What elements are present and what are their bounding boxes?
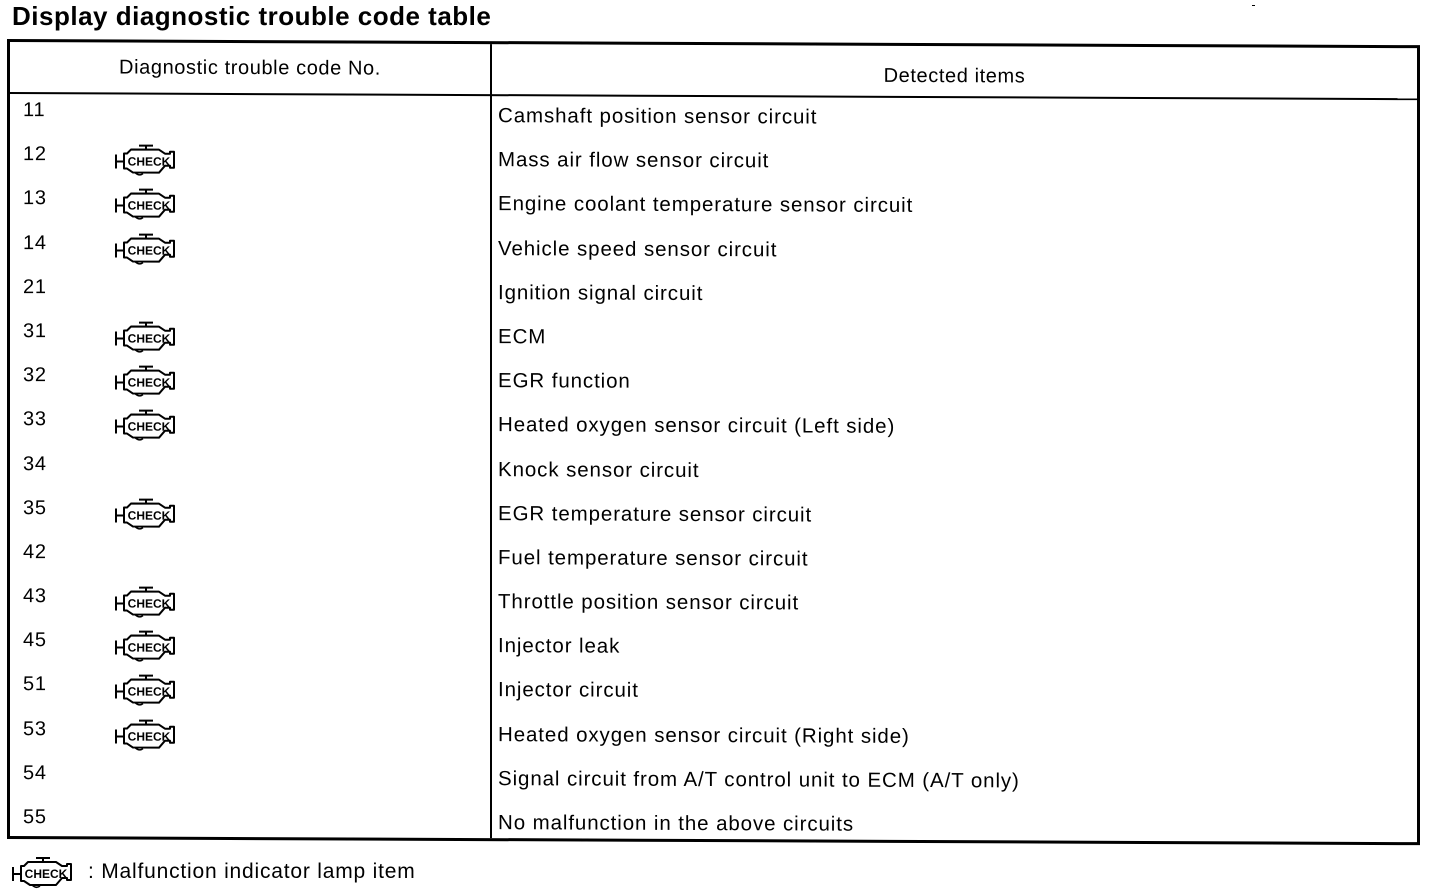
table-row xyxy=(10,668,1417,718)
detected-item: Injector circuit xyxy=(498,678,639,703)
table-row xyxy=(10,271,1417,321)
table-row xyxy=(10,138,1417,188)
detected-item: Vehicle speed sensor circuit xyxy=(498,236,778,261)
check-engine-icon xyxy=(113,673,177,707)
table-row xyxy=(10,624,1417,674)
svg-text:CHECK: CHECK xyxy=(127,154,171,169)
svg-text:CHECK: CHECK xyxy=(127,508,171,523)
table-row xyxy=(10,713,1417,763)
trouble-code: 14 xyxy=(23,231,47,254)
header-detected-items: Detected items xyxy=(883,64,1026,87)
table-row xyxy=(10,492,1417,542)
table-row xyxy=(10,757,1417,807)
detected-item: No malfunction in the above circuits xyxy=(498,811,855,836)
check-engine-icon xyxy=(113,319,177,353)
detected-item: Injector leak xyxy=(498,634,621,658)
svg-text:CHECK: CHECK xyxy=(127,375,171,390)
check-engine-icon xyxy=(113,364,177,398)
trouble-code: 13 xyxy=(23,187,47,210)
detected-item: Knock sensor circuit xyxy=(498,457,700,482)
table-row xyxy=(10,182,1417,232)
svg-text:CHECK: CHECK xyxy=(24,867,68,881)
table-row xyxy=(10,580,1417,630)
check-engine-icon xyxy=(113,231,177,265)
scan-mark xyxy=(1252,5,1255,6)
detected-item: Mass air flow sensor circuit xyxy=(498,148,770,173)
table-row xyxy=(10,403,1417,453)
detected-item: Heated oxygen sensor circuit (Left side) xyxy=(498,413,896,439)
trouble-code: 53 xyxy=(23,717,47,740)
detected-item: Signal circuit from A/T control unit to ECM (A/T only) xyxy=(498,766,1020,793)
page-title: Display diagnostic trouble code table xyxy=(12,1,492,31)
trouble-code: 42 xyxy=(23,540,47,564)
trouble-code: 45 xyxy=(23,629,47,652)
table-row xyxy=(10,94,1417,144)
legend-text: : Malfunction indicator lamp item xyxy=(88,860,416,883)
trouble-code: 12 xyxy=(23,143,47,166)
table-row xyxy=(10,359,1417,409)
check-engine-icon xyxy=(113,496,177,530)
legend xyxy=(10,852,416,892)
detected-item: ECM xyxy=(498,325,547,349)
check-engine-icon xyxy=(113,143,177,177)
detected-item: Camshaft position sensor circuit xyxy=(498,104,818,129)
trouble-code: 21 xyxy=(23,275,47,298)
detected-item: Throttle position sensor circuit xyxy=(498,590,800,615)
table-row xyxy=(10,801,1417,851)
header-code-no: Diagnostic trouble code No. xyxy=(119,55,381,80)
table-row xyxy=(10,315,1417,365)
trouble-code: 32 xyxy=(23,364,47,387)
svg-text:CHECK: CHECK xyxy=(127,419,171,435)
check-engine-icon xyxy=(113,585,177,619)
svg-text:CHECK: CHECK xyxy=(127,596,171,611)
check-engine-icon xyxy=(113,717,177,751)
table-row xyxy=(10,227,1417,277)
table-row xyxy=(10,536,1417,586)
detected-item: Heated oxygen sensor circuit (Right side) xyxy=(498,722,910,748)
trouble-code: 33 xyxy=(23,408,47,431)
trouble-code: 43 xyxy=(23,585,47,608)
svg-text:CHECK: CHECK xyxy=(127,331,171,346)
check-engine-icon xyxy=(10,855,74,889)
trouble-code: 54 xyxy=(23,761,47,784)
check-engine-icon xyxy=(113,408,177,442)
svg-text:CHECK: CHECK xyxy=(127,684,171,700)
trouble-code: 55 xyxy=(23,806,47,829)
check-engine-icon xyxy=(113,629,177,663)
trouble-code: 34 xyxy=(23,452,47,475)
table-row xyxy=(10,448,1417,498)
table-header xyxy=(10,42,1417,100)
detected-item: Engine coolant temperature sensor circuit xyxy=(498,192,914,218)
detected-item: EGR function xyxy=(498,369,631,393)
trouble-code: 11 xyxy=(23,99,46,122)
svg-text:CHECK: CHECK xyxy=(127,729,171,744)
check-engine-icon xyxy=(113,187,177,221)
svg-text:CHECK: CHECK xyxy=(127,640,171,655)
detected-item: EGR temperature sensor circuit xyxy=(498,501,813,527)
trouble-code: 35 xyxy=(23,496,47,519)
svg-text:CHECK: CHECK xyxy=(127,198,171,214)
svg-text:CHECK: CHECK xyxy=(127,243,171,258)
trouble-code: 51 xyxy=(23,673,47,696)
detected-item: Ignition signal circuit xyxy=(498,280,704,305)
table-body xyxy=(10,94,1417,851)
dtc-table xyxy=(7,39,1420,845)
detected-item: Fuel temperature sensor circuit xyxy=(498,546,809,571)
trouble-code: 31 xyxy=(23,320,47,343)
